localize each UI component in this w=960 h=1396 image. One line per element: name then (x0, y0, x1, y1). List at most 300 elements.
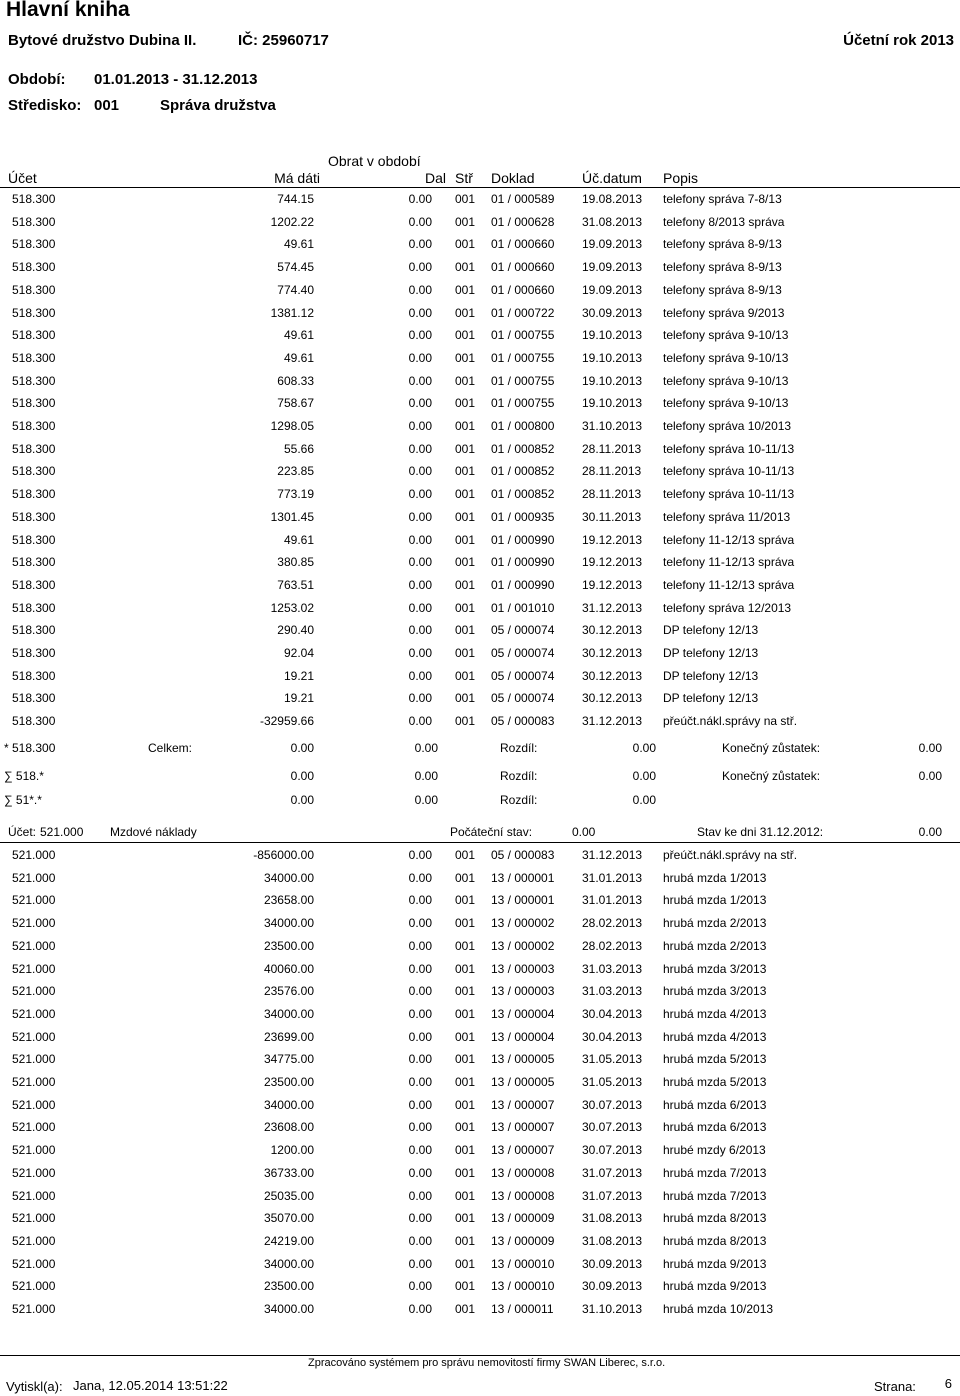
cell-center: 001 (455, 487, 476, 502)
table-row (0, 487, 960, 509)
table-row (0, 533, 960, 555)
total-final: 0.00 (918, 741, 942, 755)
cell-center: 001 (455, 1233, 476, 1248)
cell-debit: 380.85 (277, 555, 314, 570)
cell-description: telefony správa 8-9/13 (663, 282, 782, 297)
cell-debit: -856000.00 (253, 848, 314, 862)
cell-credit: 0.00 (408, 916, 432, 931)
cell-debit: 55.66 (283, 441, 314, 456)
group-total-final: 0.00 (918, 769, 942, 783)
cell-center: 001 (455, 668, 476, 683)
cell-date: 31.12.2013 (582, 848, 643, 862)
period-label: Období: (8, 71, 66, 88)
group-total-final-label: Konečný zůstatek: (722, 769, 821, 783)
cell-debit: 23576.00 (263, 984, 314, 999)
table-row (0, 939, 960, 961)
cell-credit: 0.00 (408, 509, 432, 524)
cell-credit: 0.00 (408, 1211, 432, 1226)
cell-description: hrubá mzda 3/2013 (663, 961, 767, 976)
opening-balance-value: 0.00 (572, 825, 596, 839)
cell-center: 001 (455, 1256, 476, 1271)
table-row (0, 1030, 960, 1052)
cell-credit: 0.00 (408, 600, 432, 615)
table-row (0, 328, 960, 350)
cell-center: 001 (455, 1029, 476, 1044)
cell-document: 01 / 000660 (491, 260, 555, 275)
cell-account: 521.000 (12, 870, 56, 885)
group-total-diff: 0.00 (632, 769, 656, 783)
cell-debit: 25035.00 (263, 1188, 314, 1203)
cell-debit: 1301.45 (270, 509, 314, 524)
cell-document: 13 / 000002 (491, 916, 555, 931)
cell-account: 518.300 (12, 328, 56, 343)
table-row (0, 1007, 960, 1029)
cell-document: 01 / 000755 (491, 373, 555, 388)
cell-document: 13 / 000004 (491, 1006, 555, 1021)
cell-credit: 0.00 (408, 1006, 432, 1021)
cell-description: telefony správa 9-10/13 (663, 350, 789, 365)
cell-document: 13 / 000009 (491, 1211, 555, 1226)
cell-credit: 0.00 (408, 668, 432, 683)
cell-credit: 0.00 (408, 1165, 432, 1180)
cell-document: 01 / 000660 (491, 237, 555, 252)
cell-description: hrubá mzda 6/2013 (663, 1097, 767, 1112)
account-name: Mzdové náklady (110, 825, 197, 839)
cell-center: 001 (455, 1120, 476, 1135)
table-row (0, 984, 960, 1006)
cell-debit: 34000.00 (263, 870, 314, 885)
cell-debit: 1381.12 (270, 305, 314, 320)
cell-description: telefony 11-12/13 správa (663, 577, 795, 592)
table-row (0, 396, 960, 418)
cell-account: 518.300 (12, 509, 56, 524)
cell-center: 001 (455, 984, 476, 999)
cell-account: 521.000 (12, 1143, 56, 1158)
cell-date: 30.12.2013 (582, 668, 643, 683)
cell-date: 19.08.2013 (582, 192, 643, 206)
cell-debit: 19.21 (283, 668, 314, 683)
cell-account: 521.000 (12, 984, 56, 999)
table-row (0, 260, 960, 282)
cell-date: 31.07.2013 (582, 1188, 643, 1203)
cell-document: 13 / 000001 (491, 893, 555, 908)
cell-document: 13 / 000007 (491, 1120, 555, 1135)
cell-description: telefony 8/2013 správa (663, 214, 785, 229)
table-row (0, 871, 960, 893)
cell-date: 31.07.2013 (582, 1165, 643, 1180)
cell-credit: 0.00 (408, 893, 432, 908)
cell-description: hrubá mzda 4/2013 (663, 1029, 767, 1044)
cell-account: 521.000 (12, 938, 56, 953)
table-row (0, 1257, 960, 1279)
cell-description: hrubá mzda 9/2013 (663, 1279, 767, 1294)
cell-description: hrubá mzda 1/2013 (663, 870, 767, 885)
center-code: 001 (94, 97, 120, 114)
cell-debit: 35070.00 (263, 1211, 314, 1226)
cell-document: 13 / 000004 (491, 1029, 555, 1044)
cell-description: hrubá mzda 2/2013 (663, 916, 767, 931)
cell-center: 001 (455, 646, 476, 660)
cell-date: 28.11.2013 (582, 487, 642, 502)
column-header-description: Popis (663, 170, 699, 186)
class-total-credit: 0.00 (414, 793, 438, 807)
cell-credit: 0.00 (408, 373, 432, 388)
cell-center: 001 (455, 893, 476, 908)
cell-description: DP telefony 12/13 (663, 668, 759, 683)
cell-center: 001 (455, 305, 476, 320)
cell-debit: 49.61 (283, 532, 314, 547)
cell-account: 518.300 (12, 441, 56, 456)
cell-credit: 0.00 (408, 1029, 432, 1044)
printed-by-label: Vytiskl(a): (6, 1379, 63, 1394)
cell-debit: 574.45 (277, 260, 314, 275)
cell-center: 001 (455, 1143, 476, 1158)
cell-account: 518.300 (12, 714, 56, 729)
cell-description: hrubá mzda 8/2013 (663, 1211, 767, 1226)
table-row (0, 601, 960, 623)
cell-document: 01 / 000990 (491, 532, 555, 547)
cell-description: DP telefony 12/13 (663, 646, 759, 660)
cell-document: 13 / 000008 (491, 1165, 555, 1180)
cell-date: 19.10.2013 (582, 396, 643, 411)
cell-document: 01 / 001010 (491, 600, 555, 615)
cell-account: 518.300 (12, 600, 56, 615)
cell-description: telefony správa 11/2013 (663, 509, 791, 524)
cell-document: 13 / 000003 (491, 961, 555, 976)
cell-description: hrubá mzda 3/2013 (663, 984, 767, 999)
cell-description: telefony správa 9/2013 (663, 305, 785, 320)
table-row (0, 1302, 960, 1324)
table-row (0, 1279, 960, 1301)
cell-description: telefony správa 7-8/13 (663, 192, 782, 206)
cell-description: hrubá mzda 9/2013 (663, 1256, 767, 1271)
cell-date: 19.09.2013 (582, 237, 643, 252)
cell-credit: 0.00 (408, 1302, 432, 1316)
cell-document: 01 / 000722 (491, 305, 555, 320)
cell-date: 30.07.2013 (582, 1143, 643, 1158)
cell-date: 30.09.2013 (582, 1279, 643, 1294)
cell-debit: -32959.66 (259, 714, 314, 729)
cell-credit: 0.00 (408, 848, 432, 862)
cell-date: 31.08.2013 (582, 214, 643, 229)
cell-account: 521.000 (12, 1120, 56, 1135)
account-divider (0, 842, 960, 843)
cell-debit: 23608.00 (263, 1120, 314, 1135)
cell-center: 001 (455, 938, 476, 953)
cell-debit: 40060.00 (263, 961, 314, 976)
cell-account: 518.300 (12, 214, 56, 229)
cell-document: 05 / 000083 (491, 714, 555, 729)
cell-description: telefony správa 12/2013 (663, 600, 792, 615)
cell-date: 28.11.2013 (582, 464, 642, 479)
cell-center: 001 (455, 509, 476, 524)
cell-account: 521.000 (12, 893, 56, 908)
table-row (0, 1189, 960, 1211)
cell-date: 28.02.2013 (582, 916, 643, 931)
cell-document: 01 / 000852 (491, 441, 555, 456)
cell-account: 518.300 (12, 623, 56, 638)
cell-account: 521.000 (12, 1211, 56, 1226)
cell-credit: 0.00 (408, 260, 432, 275)
cell-center: 001 (455, 328, 476, 343)
cell-credit: 0.00 (408, 1075, 432, 1089)
cell-document: 01 / 000755 (491, 328, 555, 343)
cell-date: 30.12.2013 (582, 646, 643, 660)
footer-system-note: Zpracováno systémem pro správu nemovitostí firmy SWAN Liberec, s.r.o. (308, 1357, 666, 1369)
cell-credit: 0.00 (408, 350, 432, 365)
cell-account: 518.300 (12, 396, 56, 411)
cell-center: 001 (455, 1302, 476, 1316)
total-label: Celkem: (148, 741, 193, 755)
cell-description: telefony správa 9-10/13 (663, 373, 789, 388)
cell-center: 001 (455, 237, 476, 252)
table-row (0, 893, 960, 915)
column-header-account: Účet (8, 170, 37, 186)
cell-document: 01 / 000628 (491, 214, 555, 229)
cell-document: 13 / 000007 (491, 1143, 555, 1158)
total-final-label: Konečný zůstatek: (722, 741, 821, 755)
cell-debit: 290.40 (277, 623, 314, 638)
cell-center: 001 (455, 464, 476, 479)
cell-description: hrubá mzda 7/2013 (663, 1165, 767, 1180)
cell-account: 518.300 (12, 305, 56, 320)
table-row (0, 1211, 960, 1233)
cell-account: 521.000 (12, 1165, 56, 1180)
cell-date: 30.09.2013 (582, 305, 643, 320)
table-row (0, 351, 960, 373)
group-total-credit: 0.00 (414, 769, 438, 783)
cell-date: 31.01.2013 (582, 870, 643, 885)
cell-center: 001 (455, 419, 476, 433)
cell-credit: 0.00 (408, 555, 432, 570)
group-total-diff-label: Rozdíl: (500, 769, 538, 783)
cell-account: 521.000 (12, 961, 56, 976)
cell-center: 001 (455, 214, 476, 229)
cell-description: hrubá mzda 4/2013 (663, 1006, 767, 1021)
cell-date: 28.11.2013 (582, 441, 642, 456)
cell-document: 01 / 000990 (491, 577, 555, 592)
table-row (0, 1120, 960, 1142)
class-total-prefix: ∑ 51*.* (4, 793, 42, 807)
table-row (0, 1143, 960, 1165)
table-row (0, 1052, 960, 1074)
cell-credit: 0.00 (408, 419, 432, 433)
cell-credit: 0.00 (408, 1097, 432, 1112)
cell-credit: 0.00 (408, 305, 432, 320)
cell-document: 01 / 000800 (491, 419, 555, 433)
cell-credit: 0.00 (408, 1256, 432, 1271)
cell-date: 31.10.2013 (582, 1302, 643, 1316)
cell-description: telefony správa 10-11/13 (663, 464, 795, 479)
cell-date: 30.04.2013 (582, 1006, 643, 1021)
table-row (0, 578, 960, 600)
table-row (0, 555, 960, 577)
cell-date: 31.01.2013 (582, 893, 643, 908)
page-number: 6 (944, 1376, 952, 1391)
cell-date: 19.09.2013 (582, 282, 643, 297)
column-header-debit: Má dáti (274, 170, 320, 186)
group-total-prefix: ∑ 518.* (4, 769, 44, 783)
cell-center: 001 (455, 1075, 476, 1089)
cell-credit: 0.00 (408, 1143, 432, 1158)
cell-center: 001 (455, 916, 476, 931)
cell-credit: 0.00 (408, 961, 432, 976)
cell-center: 001 (455, 848, 476, 862)
cell-debit: 34000.00 (263, 1302, 314, 1316)
cell-description: hrubá mzda 10/2013 (663, 1302, 774, 1316)
total-account-prefix: * 518.300 (4, 741, 56, 755)
printed-by-value: Jana, 12.05.2014 13:51:22 (73, 1378, 228, 1393)
account-label: Účet: (8, 825, 37, 839)
column-header-credit: Dal (424, 170, 446, 186)
cell-debit: 23500.00 (263, 1075, 314, 1089)
cell-credit: 0.00 (408, 237, 432, 252)
balance-date-label: Stav ke dni 31.12.2012: (697, 825, 824, 839)
cell-date: 31.03.2013 (582, 961, 643, 976)
cell-document: 13 / 000008 (491, 1188, 555, 1203)
cell-document: 13 / 000009 (491, 1233, 555, 1248)
cell-credit: 0.00 (408, 870, 432, 885)
cell-center: 001 (455, 1097, 476, 1112)
cell-description: telefony správa 8-9/13 (663, 237, 782, 252)
cell-account: 521.000 (12, 1097, 56, 1112)
cell-date: 30.07.2013 (582, 1097, 643, 1112)
cell-credit: 0.00 (408, 441, 432, 456)
table-row (0, 215, 960, 237)
cell-center: 001 (455, 260, 476, 275)
cell-center: 001 (455, 577, 476, 592)
cell-account: 518.300 (12, 577, 56, 592)
cell-document: 13 / 000003 (491, 984, 555, 999)
cell-debit: 23500.00 (263, 1279, 314, 1294)
balance-date-value: 0.00 (918, 825, 942, 839)
cell-debit: 34775.00 (263, 1052, 314, 1067)
cell-document: 13 / 000011 (491, 1302, 554, 1316)
cell-document: 05 / 000074 (491, 691, 555, 706)
cell-center: 001 (455, 1188, 476, 1203)
organization-id: IČ: 25960717 (238, 32, 329, 49)
cell-account: 521.000 (12, 1006, 56, 1021)
cell-date: 19.10.2013 (582, 350, 643, 365)
cell-account: 521.000 (12, 1256, 56, 1271)
cell-debit: 49.61 (283, 237, 314, 252)
cell-document: 01 / 000755 (491, 350, 555, 365)
cell-credit: 0.00 (408, 214, 432, 229)
cell-date: 30.11.2013 (582, 509, 642, 524)
cell-debit: 23658.00 (263, 893, 314, 908)
cell-center: 001 (455, 1279, 476, 1294)
cell-account: 518.300 (12, 668, 56, 683)
cell-document: 01 / 000660 (491, 282, 555, 297)
cell-center: 001 (455, 396, 476, 411)
cell-center: 001 (455, 961, 476, 976)
cell-description: přeúčt.nákl.správy na stř. (663, 714, 798, 729)
cell-document: 13 / 000007 (491, 1097, 555, 1112)
cell-credit: 0.00 (408, 192, 432, 206)
cell-credit: 0.00 (408, 714, 432, 729)
cell-document: 13 / 000002 (491, 938, 555, 953)
cell-debit: 36733.00 (263, 1165, 314, 1180)
cell-center: 001 (455, 1006, 476, 1021)
cell-debit: 34000.00 (263, 1256, 314, 1271)
total-diff: 0.00 (632, 741, 656, 755)
cell-description: přeúčt.nákl.správy na stř. (663, 848, 798, 862)
cell-account: 518.300 (12, 192, 56, 206)
cell-center: 001 (455, 600, 476, 615)
footer-divider (0, 1355, 960, 1356)
cell-debit: 24219.00 (263, 1233, 314, 1248)
cell-account: 521.000 (12, 1302, 56, 1316)
cell-description: hrubá mzda 7/2013 (663, 1188, 767, 1203)
cell-debit: 758.67 (277, 396, 314, 411)
cell-date: 31.05.2013 (582, 1052, 643, 1067)
table-row (0, 1234, 960, 1256)
cell-date: 19.10.2013 (582, 328, 643, 343)
cell-description: hrubá mzda 5/2013 (663, 1075, 767, 1089)
cell-date: 19.12.2013 (582, 532, 643, 547)
report-title: Hlavní kniha (6, 0, 130, 21)
cell-date: 30.12.2013 (582, 623, 643, 638)
cell-description: telefony správa 9-10/13 (663, 396, 789, 411)
cell-document: 13 / 000010 (491, 1279, 555, 1294)
cell-debit: 1253.02 (270, 600, 314, 615)
cell-account: 521.000 (12, 1233, 56, 1248)
cell-description: telefony správa 10/2013 (663, 419, 792, 433)
cell-credit: 0.00 (408, 1188, 432, 1203)
cell-document: 05 / 000074 (491, 623, 555, 638)
cell-debit: 34000.00 (263, 1006, 314, 1021)
table-row (0, 306, 960, 328)
cell-account: 518.300 (12, 532, 56, 547)
cell-center: 001 (455, 532, 476, 547)
cell-date: 30.12.2013 (582, 691, 643, 706)
cell-credit: 0.00 (408, 464, 432, 479)
column-header-document: Doklad (491, 170, 535, 186)
table-row (0, 848, 960, 870)
cell-debit: 34000.00 (263, 916, 314, 931)
table-row (0, 962, 960, 984)
cell-credit: 0.00 (408, 646, 432, 660)
cell-date: 28.02.2013 (582, 938, 643, 953)
class-total-debit: 0.00 (290, 793, 314, 807)
table-row (0, 419, 960, 441)
cell-date: 31.03.2013 (582, 984, 643, 999)
cell-document: 01 / 000990 (491, 555, 555, 570)
cell-document: 05 / 000083 (491, 848, 555, 862)
cell-center: 001 (455, 1211, 476, 1226)
account-number: 521.000 (40, 825, 84, 839)
cell-center: 001 (455, 441, 476, 456)
cell-center: 001 (455, 623, 476, 638)
cell-credit: 0.00 (408, 1052, 432, 1067)
table-row (0, 510, 960, 532)
cell-document: 01 / 000755 (491, 396, 555, 411)
cell-account: 518.300 (12, 555, 56, 570)
cell-document: 05 / 000074 (491, 646, 555, 660)
cell-date: 30.09.2013 (582, 1256, 643, 1271)
table-row (0, 192, 960, 214)
column-header-center: Stř (455, 170, 473, 186)
cell-debit: 774.40 (277, 282, 314, 297)
column-header-turnover: Obrat v období (328, 153, 421, 169)
cell-account: 518.300 (12, 419, 56, 433)
table-row (0, 714, 960, 736)
cell-credit: 0.00 (408, 532, 432, 547)
cell-description: hrubá mzda 5/2013 (663, 1052, 767, 1067)
cell-document: 01 / 000589 (491, 192, 555, 206)
cell-account: 518.300 (12, 373, 56, 388)
cell-credit: 0.00 (408, 396, 432, 411)
